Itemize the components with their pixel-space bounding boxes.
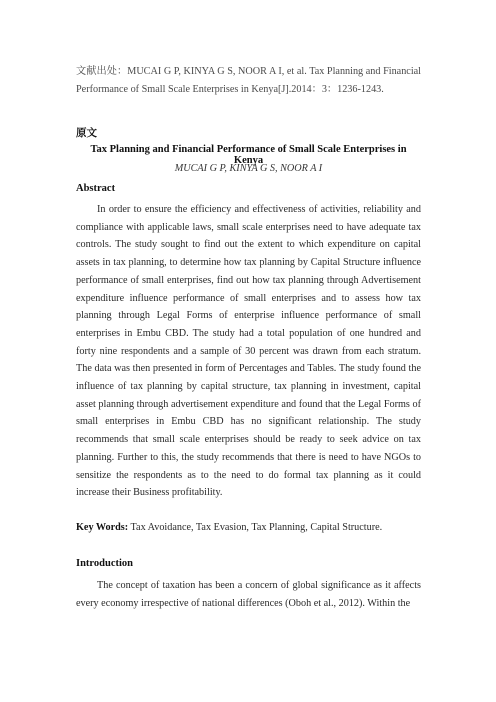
introduction-heading: Introduction: [76, 558, 133, 569]
abstract-body: In order to ensure the efficiency and effectiveness of activities, reliability and compliance with applicable laws, small scale enterprises need to have adequate tax controls. The study sought to find out the extent to which expenditure on capital assets in tax planning, to determine how tax planning by Capital Structure influence performance of small enterprises, find out how tax planning through Advertisement expenditure influence performance of small enterprises and to assess how tax planning through Legal Forms of enterprise influence performance of small enterprises in Embu CBD. The study had a total population of one hundred and forty nine respondents and a sample of 30 percent was drawn from each stratum. The data was then presented in form of Percentages and Tables. The study found the influence of tax planning by capital structure, tax planning in investment, capital asset planning through advertisement expenditure and found that the Legal Forms of small enterprises in Embu CBD has no significant relationship. The study recommends that small scale enterprises should be ready to seek advice on tax planning. Further to this, the study recommends that there is need to have NGOs to sensitize the respondents as to the need to do formal tax planning as it could increase their Business profitability.: [76, 204, 421, 499]
citation-source: 文献出处：MUCAI G P, KINYA G S, NOOR A I, et al. Tax Planning and Financial Performance of Small Scale Enterprises in Kenya[J].2014：3：1236-1243.: [76, 66, 421, 95]
paper-authors: MUCAI G P, KINYA G S, NOOR A I: [174, 163, 323, 174]
keywords-text: Tax Avoidance, Tax Evasion, Tax Planning, Capital Structure.: [128, 522, 383, 533]
abstract-heading: Abstract: [76, 183, 116, 194]
paper-title: Tax Planning and Financial Performance of Small Scale Enterprises in Kenya: [90, 144, 407, 166]
keywords-label: Key Words:: [76, 522, 129, 533]
keywords-line: [76, 519, 421, 537]
introduction-body: The concept of taxation has been a concern of global significance as it affects every economy irrespective of national differences (Oboh et al., 2012). Within the: [76, 580, 421, 609]
section-label-original: 原文: [76, 128, 97, 139]
